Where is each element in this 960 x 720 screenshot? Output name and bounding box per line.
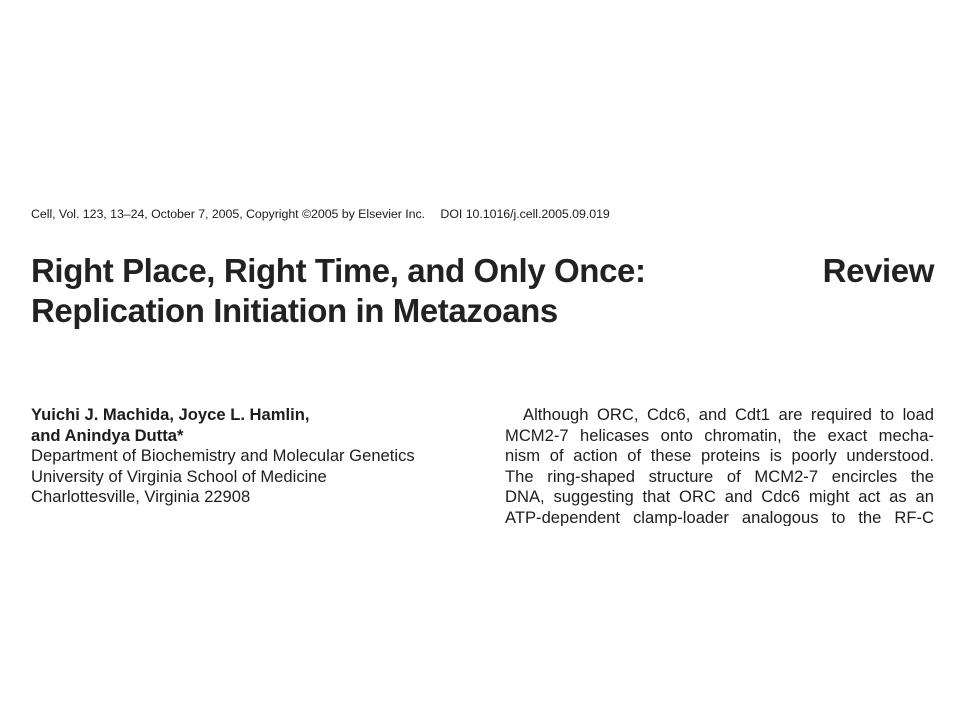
title-line-2: Replication Initiation in Metazoans [31, 292, 558, 329]
abstract-line: DNA, suggesting that ORC and Cdc6 might act as an [505, 487, 934, 506]
author-names-line-2: and Anindya Dutta* [31, 425, 184, 445]
journal-info: Cell, Vol. 123, 13–24, October 7, 2005, Copyright ©2005 by Elsevier Inc. [31, 207, 426, 221]
article-title [31, 251, 934, 331]
article-type-label: Review [822, 252, 934, 289]
doi: DOI 10.1016/j.cell.2005.09.019 [440, 207, 610, 221]
affiliation-school: University of Virginia School of Medicine [31, 466, 327, 486]
author-names-line-1: Yuichi J. Machida, Joyce L. Hamlin, [31, 405, 310, 424]
affiliation-department: Department of Biochemistry and Molecular Genetics [31, 446, 415, 465]
abstract-column [505, 405, 934, 526]
abstract-line: The ring-shaped structure of MCM2-7 encircles the [505, 466, 934, 486]
author-block [31, 405, 471, 508]
abstract-line: MCM2-7 helicases onto chromatin, the exact mecha- [505, 425, 934, 445]
abstract-line: nism of action of these proteins is poorly understood. [505, 446, 934, 465]
citation-line [31, 207, 610, 221]
abstract-line: ATP-dependent clamp-loader analogous to the RF-C [505, 507, 934, 526]
title-line-1: Right Place, Right Time, and Only Once: [31, 252, 646, 289]
affiliation-address: Charlottesville, Virginia 22908 [31, 487, 251, 506]
abstract-line: Although ORC, Cdc6, and Cdt1 are required to load [523, 405, 934, 424]
